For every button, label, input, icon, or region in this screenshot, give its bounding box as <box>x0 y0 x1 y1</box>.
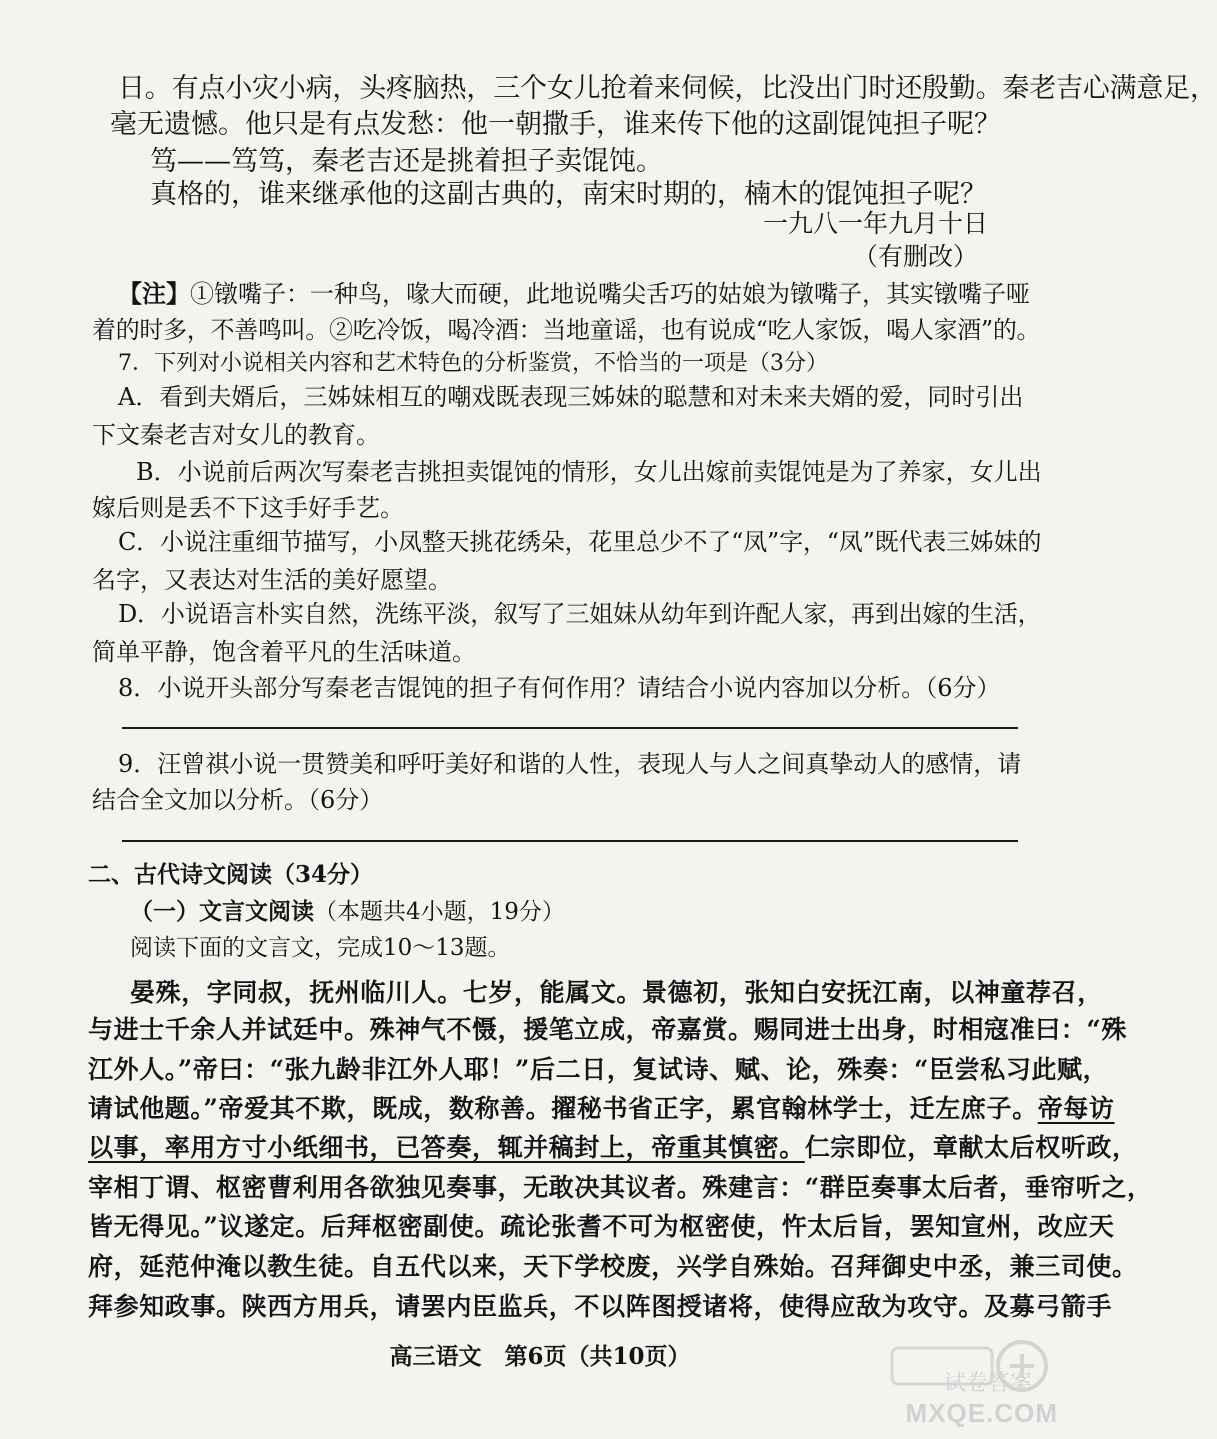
passage-line: 府，延范仲淹以教生徒。自五代以来，天下学校废，兴学自殊始。召拜御史中丞，兼三司使。 <box>88 1252 1138 1281</box>
q7-option-c-cont: 名字，又表达对生活的美好愿望。 <box>92 566 452 594</box>
question-9-stem-cont: 结合全文加以分析。（6分） <box>92 786 384 814</box>
story-paragraph-line: 日。有点小灾小病，头疼脑热，三个女儿抢着来伺候，比没出门时还殷勤。秦老吉心满意足， <box>118 73 1217 104</box>
reading-instruction: 阅读下面的文言文，完成10～13题。 <box>130 935 511 961</box>
question-7-stem: 7．下列对小说相关内容和艺术特色的分析鉴赏，不恰当的一项是（3分） <box>118 351 828 376</box>
answer-line[interactable] <box>122 727 1018 729</box>
underlined-sentence: 以事，率用方寸小纸细书，已答奏，辄并稿封上，帝重其慎密。 <box>88 1133 805 1162</box>
subsection-info: （本题共4小题，19分） <box>314 899 565 925</box>
q7-option-d-cont: 简单平静，饱含着平凡的生活味道。 <box>92 638 476 666</box>
story-paragraph: 真格的，谁来继承他的这副古典的，南宋时期的，楠木的馄饨担子呢？ <box>150 179 987 210</box>
edit-note: （有删改） <box>852 242 978 271</box>
passage-line: 皆无得见。”议遂定。后拜枢密副使。疏论张耆不可为枢密使，忤太后旨，罢知宣州，改应天 <box>88 1212 1115 1241</box>
q7-option-b: B．小说前后两次写秦老吉挑担卖馄饨的情形，女儿出嫁前卖馄饨是为了养家，女儿出 <box>136 458 1042 486</box>
passage-line: 宰相丁谓、枢密曹利用各欲独见奏事，无敢决其议者。殊建言：“群臣奏事太后者，垂帘听之， <box>88 1173 1153 1202</box>
q7-option-a: A．看到夫婿后，三姊妹相互的嘲戏既表现三姊妹的聪慧和对未来夫婿的爱，同时引出 <box>118 383 1024 411</box>
q7-option-a-cont: 下文秦老吉对女儿的教育。 <box>92 421 380 449</box>
passage-line: 拜参知政事。陕西方用兵，请罢内臣监兵，不以阵图授诸将，使得应敌为攻守。及募弓箭手 <box>88 1292 1113 1321</box>
watermark <box>872 1336 1062 1431</box>
watermark-url: MXQE.COM <box>905 1398 1058 1428</box>
passage-line: 江外人。”帝曰：“张九龄非江外人耶！”后二日，复试诗、赋、论，殊奏：“臣尝私习此赋， <box>88 1055 1109 1084</box>
passage-text: 仁宗即位，章献太后权听政， <box>804 1133 1138 1162</box>
story-date: 一九八一年九月十日 <box>762 209 988 238</box>
annotation-line <box>118 274 1080 309</box>
annotation-text: ①镦嘴子：一种鸟，喙大而硬，此地说嘴尖舌巧的姑娘为镦嘴子，其实镦嘴子哑 <box>190 280 1030 308</box>
subsection-title: （一）文言文阅读 <box>130 898 314 925</box>
question-8-stem: 8．小说开头部分写秦老吉馄饨的担子有何作用？请结合小说内容加以分析。（6分） <box>118 674 1001 702</box>
story-paragraph-line: 毫无遗憾。他只是有点发愁：他一朝撒手，谁来传下他的这副馄饨担子呢？ <box>110 109 1001 140</box>
watermark-title: 试卷答案 <box>943 1371 1032 1396</box>
passage-text: 请试他题。”帝爱其不欺，既成，数称善。擢秘书省正字，累官翰林学士，迁左庶子。 <box>88 1094 1038 1123</box>
passage-line <box>88 1128 1138 1164</box>
q7-option-d: D．小说语言朴实自然，洗练平淡，叙写了三姐妹从幼年到许配人家，再到出嫁的生活， <box>118 600 1042 628</box>
story-paragraph: 笃——笃笃，秦老吉还是挑着担子卖馄饨。 <box>150 146 663 177</box>
question-9-stem: 9．汪曾祺小说一贯赞美和呼吁美好和谐的人性，表现人与人之间真挚动人的感情，请 <box>118 750 1022 778</box>
q7-option-b-cont: 嫁后则是丢不下这手好手艺。 <box>92 494 404 522</box>
passage-line: 与进士千余人并试廷中。殊神气不慑，援笔立成，帝嘉赏。赐同进士出身，时相寇准曰：“殊 <box>88 1015 1127 1044</box>
passage-line: 晏殊，字同叔，抚州临川人。七岁，能属文。景德初，张知白安抚江南，以神童荐召， <box>130 978 1103 1007</box>
page-footer: 高三语文 第6页（共10页） <box>389 1343 691 1370</box>
section-title: 二、古代诗文阅读（34分） <box>88 861 374 888</box>
annotation-label: 【注】 <box>118 279 190 308</box>
answer-line[interactable] <box>122 840 1018 842</box>
underlined-sentence: 帝每访 <box>1037 1094 1115 1123</box>
subsection-heading <box>130 893 1080 926</box>
passage-line <box>88 1089 1115 1125</box>
annotation-line: 着的时多，不善鸣叫。②吃冷饭，喝冷酒：当地童谣，也有说成“吃人家饭，喝人家酒”的。 <box>92 316 1041 344</box>
q7-option-c: C．小说注重细节描写，小凤整天挑花绣朵，花里总少不了“凤”字，“凤”既代表三姊妹的 <box>118 528 1042 556</box>
